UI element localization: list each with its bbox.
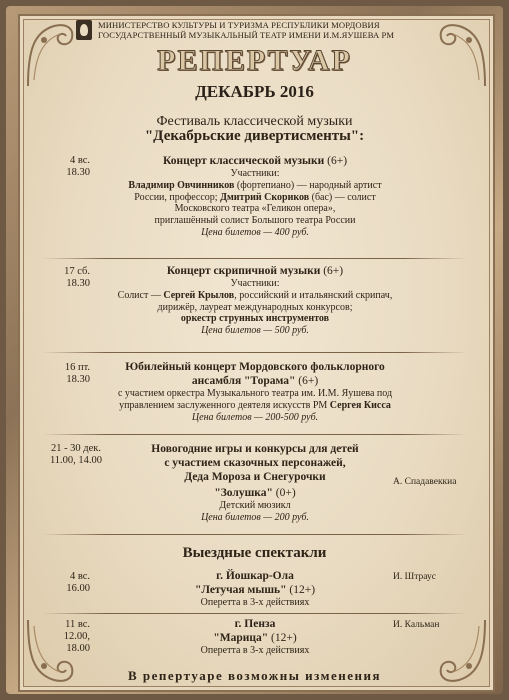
participants-label: Участники: (230, 278, 280, 289)
age-rating: (6+) (295, 375, 319, 387)
event-folk-anniversary (90, 360, 420, 424)
age-rating: (12+) (286, 584, 316, 596)
event-description: с участием оркестра Музыкального театра им. И.М. Яушева под (117, 388, 393, 399)
festival-name: "Декабрьские дивертисменты": (144, 128, 365, 144)
ticket-price: Цена билетов — 200 руб. (201, 511, 309, 523)
tour-date (54, 571, 90, 595)
show-genre: Оперетта в 3-х действиях (200, 645, 310, 656)
composer: И. Кальман (393, 620, 440, 630)
show-title: "Марица" (12+) (213, 632, 297, 644)
event-time: 11.00, 14.00 (49, 455, 103, 466)
event-concert-classical (90, 154, 420, 239)
tour-city: г. Йошкар-Ола (216, 570, 294, 582)
section-divider (42, 258, 467, 259)
tour-time: 12.00, (63, 631, 90, 642)
participant-line: дирижёр, лауреат международных конкурсов; (157, 301, 353, 313)
event-time: 18.30 (66, 278, 90, 289)
age-rating: (0+) (272, 487, 296, 499)
event-title: Концерт скрипичной музыки (6+) (166, 265, 344, 277)
event-date (54, 266, 90, 290)
ticket-price: Цена билетов — 400 руб. (201, 226, 309, 238)
participant-line: Солист — Сергей Крылов, российский и итальянский скрипач, (117, 289, 393, 301)
tour-time: 18.00 (66, 643, 90, 654)
section-divider (42, 352, 467, 353)
section-divider (42, 434, 467, 435)
show-genre: Детский мюзикл (219, 500, 291, 511)
participant-line: Московского театра «Геликон опера», (174, 203, 336, 215)
event-day: 17 сб. (64, 266, 90, 277)
ticket-price: Цена билетов — 200-500 руб. (191, 411, 319, 423)
tour-item (90, 569, 420, 609)
age-rating: (12+) (268, 632, 297, 644)
participant-line: России, профессор; Дмитрий Скориков (бас) — солист (134, 191, 376, 203)
event-title: Юбилейный концерт Мордовского фольклорного (125, 361, 385, 373)
ministry-header (98, 20, 458, 40)
tour-date (54, 619, 90, 655)
theatre-line: ГОСУДАРСТВЕННЫЙ МУЗЫКАЛЬНЫЙ ТЕАТР ИМЕНИ И.М.ЯУШЕВА РМ (98, 30, 395, 40)
event-title: ансамбля "Торама" (6+) (191, 375, 319, 387)
age-rating: (6+) (324, 155, 348, 167)
show-title: "Золушка" (0+) (214, 487, 296, 499)
composer: И. Штраус (393, 572, 436, 582)
event-day: 21 - 30 дек. (50, 443, 102, 454)
theatre-logo-icon (76, 20, 92, 40)
event-day: 4 вс. (69, 155, 90, 166)
event-time: 18.30 (66, 374, 90, 385)
poster-title: РЕПЕРТУАР (157, 44, 352, 77)
festival-label: Фестиваль классической музыки (156, 114, 353, 129)
tour-day: 11 вс. (65, 619, 90, 630)
event-concert-violin (90, 264, 420, 337)
show-title: "Летучая мышь" (12+) (194, 584, 316, 596)
month-heading: ДЕКАБРЬ 2016 (195, 82, 314, 101)
participant-line: приглашённый солист Большого театра России (154, 215, 356, 227)
tour-day: 4 вс. (69, 571, 90, 582)
event-day: 16 пт. (64, 362, 90, 373)
footer-notice: В репертуаре возможны изменения (127, 668, 382, 683)
event-title: Новогодние игры и конкурсы для детей (151, 443, 359, 455)
tour-city: г. Пенза (234, 618, 276, 630)
event-date (54, 362, 90, 386)
participant-line: оркестр струнных инструментов (180, 313, 330, 325)
age-rating: (6+) (320, 265, 344, 277)
event-title: Деда Мороза и Снегурочки (184, 471, 326, 483)
tour-item (90, 617, 420, 657)
tour-time: 16.00 (66, 583, 90, 594)
ministry-line: МИНИСТЕРСТВО КУЛЬТУРЫ И ТУРИЗМА РЕСПУБЛИКИ МОРДОВИЯ (98, 20, 380, 30)
event-date (54, 155, 90, 179)
event-title: с участием сказочных персонажей, (164, 457, 346, 469)
event-time: 18.30 (66, 167, 90, 178)
event-title: Концерт классической музыки (6+) (162, 155, 348, 167)
section-divider (42, 613, 467, 614)
participant-line: Владимир Овчинников (фортепиано) — народный артист (128, 179, 382, 191)
composer: А. Спадавеккиа (393, 477, 457, 487)
event-new-year (90, 442, 420, 524)
ticket-price: Цена билетов — 500 руб. (201, 325, 309, 337)
show-genre: Оперетта в 3-х действиях (200, 597, 310, 608)
participants-label: Участники: (230, 168, 280, 179)
section-divider (42, 534, 467, 535)
event-description: управлением заслуженного деятеля искусств РМ Сергея Кисса (119, 399, 391, 411)
touring-heading: Выездные спектакли (182, 545, 327, 561)
